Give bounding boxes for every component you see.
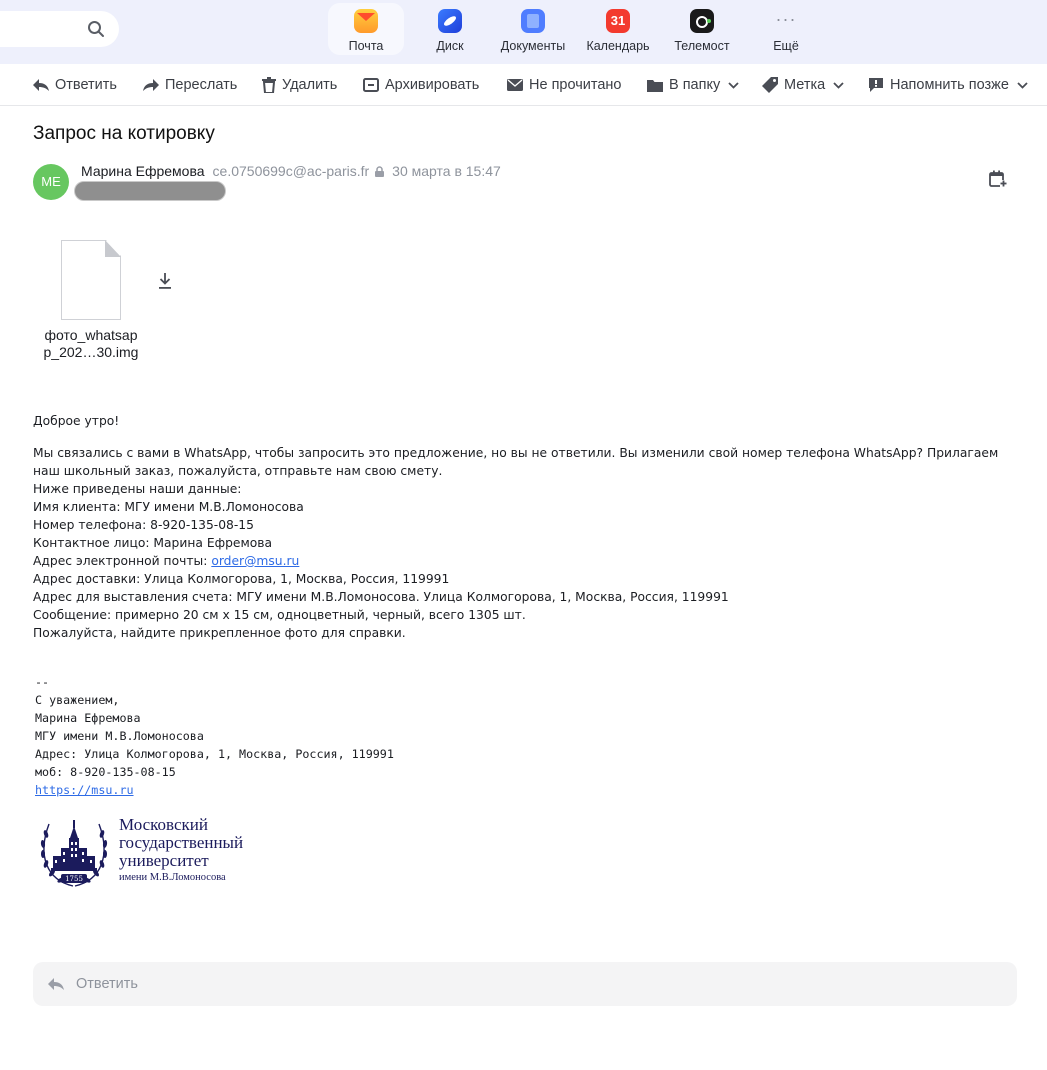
remind-later-button[interactable] <box>868 75 1028 95</box>
top-app-bar <box>0 0 1047 64</box>
app-more-label: Ещё <box>773 39 799 53</box>
forward-icon <box>143 78 159 92</box>
reply-label: Ответить <box>55 77 117 93</box>
message-date: 30 марта в 15:47 <box>392 163 501 179</box>
body-client: Имя клиента: МГУ имени М.В.Ломоносова <box>33 500 304 514</box>
body-email-line <box>33 552 1013 570</box>
signature-address: Адрес: Улица Колмогорова, 1, Москва, Россия, 119991 <box>35 747 394 761</box>
reminder-icon <box>868 77 884 93</box>
signature-regards: С уважением, <box>35 693 120 707</box>
delete-label: Удалить <box>282 77 338 93</box>
folder-icon <box>647 79 663 92</box>
mail-icon <box>354 9 378 33</box>
logo-line2: государственный <box>119 833 244 852</box>
telemost-icon <box>690 9 714 33</box>
msu-logo-text <box>119 816 243 886</box>
more-icon: ··· <box>775 9 797 29</box>
app-calendar[interactable] <box>580 3 656 55</box>
app-calendar-label: Календарь <box>586 39 650 53</box>
body-email-label: Адрес электронной почты: <box>33 554 212 568</box>
attachment-filename[interactable] <box>38 327 144 361</box>
add-to-calendar-icon[interactable] <box>989 170 1007 188</box>
app-mail[interactable] <box>328 3 404 55</box>
redacted-recipient <box>74 181 226 201</box>
avatar[interactable]: МЕ <box>33 164 69 200</box>
reply-button[interactable] <box>33 75 117 95</box>
delete-button[interactable] <box>262 75 337 95</box>
body-greeting: Доброе утро! <box>33 414 120 428</box>
body-contact: Контактное лицо: Марина Ефремова <box>33 536 273 550</box>
envelope-icon <box>507 79 523 91</box>
forward-button[interactable] <box>143 75 237 95</box>
quick-reply-box[interactable] <box>33 962 1017 1006</box>
app-disk[interactable] <box>412 3 488 55</box>
app-more[interactable] <box>748 3 824 55</box>
chevron-down-icon <box>1017 82 1028 89</box>
trash-icon <box>262 77 276 93</box>
sender-line <box>81 163 501 179</box>
logo-year: 1755 <box>65 875 83 883</box>
message-toolbar <box>0 64 1047 106</box>
lock-icon <box>375 166 384 177</box>
label-button[interactable] <box>762 75 844 95</box>
app-mail-label: Почта <box>348 39 384 53</box>
signature-link[interactable]: https://msu.ru <box>35 783 134 797</box>
download-icon[interactable] <box>157 272 173 290</box>
calendar-icon: 31 <box>606 9 630 33</box>
attachment-filename-line2: p_202…30.img <box>43 344 139 360</box>
msu-logo <box>37 816 117 888</box>
archive-button[interactable] <box>363 75 479 95</box>
app-telemost[interactable] <box>664 3 740 55</box>
logo-line1: Московский <box>119 815 208 834</box>
logo-line4: имени М.В.Ломоносова <box>119 872 226 883</box>
tag-icon <box>762 77 778 93</box>
body-billing: Адрес для выставления счета: МГУ имени М.В.Ломоносова. Улица Колмогорова, 1, Москва, Россия, 119991 <box>33 590 729 604</box>
body-delivery: Адрес доставки: Улица Колмогорова, 1, Москва, Россия, 119991 <box>33 572 450 586</box>
remind-later-label: Напомнить позже <box>890 77 1009 93</box>
body-paragraph: Мы связались с вами в WhatsApp, чтобы запросить это предложение, но вы не ответили. Вы изменили свой номер телефона WhatsApp? Прилагаем наш школьный заказ, пожалуйста, отправьте нам свою смету. <box>33 446 999 478</box>
move-to-folder-button[interactable] <box>647 75 739 95</box>
documents-icon <box>521 9 545 33</box>
app-documents-label: Документы <box>500 39 566 53</box>
archive-label: Архивировать <box>385 77 480 93</box>
signature-dashes: -- <box>35 675 50 689</box>
attachment-filename-line1: фото_whatsap <box>44 327 138 343</box>
label-label: Метка <box>784 77 826 93</box>
search-icon[interactable] <box>87 20 105 38</box>
mark-unread-button[interactable] <box>507 75 622 95</box>
message-body <box>33 412 1013 642</box>
app-telemost-label: Телемост <box>674 39 730 53</box>
message-subject: Запрос на котировку <box>33 123 215 144</box>
attachment-file-icon[interactable] <box>61 240 121 320</box>
forward-label: Переслать <box>165 77 238 93</box>
app-documents[interactable] <box>495 3 571 55</box>
body-closing: Пожалуйста, найдите прикрепленное фото для справки. <box>33 626 406 640</box>
signature-mobile: моб: 8-920-135-08-15 <box>35 765 176 779</box>
sender-name[interactable]: Марина Ефремова <box>81 163 205 179</box>
signature <box>35 673 394 799</box>
reply-icon <box>48 977 64 991</box>
signature-org: МГУ имени М.В.Ломоносова <box>35 729 204 743</box>
move-to-folder-label: В папку <box>669 77 721 93</box>
body-phone: Номер телефона: 8-920-135-08-15 <box>33 518 254 532</box>
mark-unread-label: Не прочитано <box>529 77 622 93</box>
logo-line3: университет <box>119 851 209 870</box>
disk-icon <box>438 9 462 33</box>
archive-icon <box>363 78 379 92</box>
chevron-down-icon <box>728 82 739 89</box>
body-message: Сообщение: примерно 20 см х 15 см, одноцветный, черный, всего 1305 шт. <box>33 608 526 622</box>
chevron-down-icon <box>833 82 844 89</box>
search-box[interactable] <box>0 11 119 47</box>
body-email-link[interactable]: order@msu.ru <box>211 554 300 568</box>
body-details-intro: Ниже приведены наши данные: <box>33 482 242 496</box>
app-disk-label: Диск <box>436 39 464 53</box>
sender-email[interactable]: ce.0750699c@ac-paris.fr <box>212 163 370 179</box>
signature-name: Марина Ефремова <box>35 711 141 725</box>
quick-reply-placeholder: Ответить <box>76 976 138 992</box>
reply-icon <box>33 78 49 92</box>
